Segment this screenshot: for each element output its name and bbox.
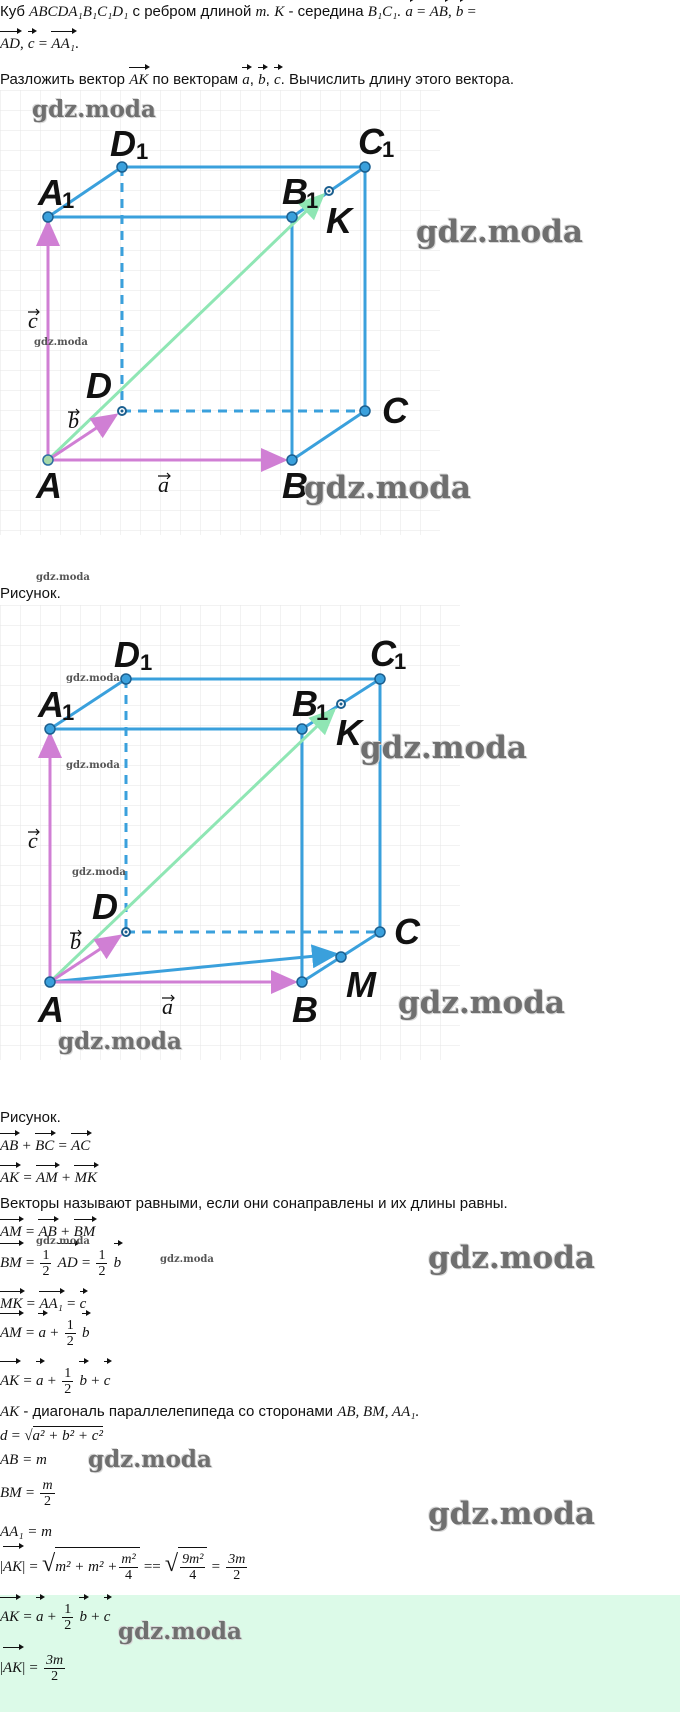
math: , [20,36,24,52]
math: m² + m² + [55,1559,118,1575]
problem-line-2 [0,34,79,54]
numerator: 1 [42,1247,50,1263]
fraction-half [40,1248,51,1279]
vector-a: a [405,4,413,20]
fraction-half [96,1248,107,1279]
fraction-3m-2 [226,1552,247,1583]
vector-ak: AK [0,1364,19,1398]
math: BM [0,1485,22,1501]
watermark: gdz.moda [32,96,156,123]
fraction [180,1552,205,1583]
math: = [38,36,48,52]
vector-ad: AD [58,1246,78,1280]
fraction-3m-2 [44,1653,65,1684]
abs-bar: | [22,1559,26,1575]
vector-ab: AB [38,1224,57,1240]
watermark: gdz.moda [360,730,527,766]
label-a1: A [38,172,64,213]
point-k-center [328,190,331,193]
caption-1: Рисунок. [0,585,61,602]
point-c [375,927,385,937]
equation-4 [0,1246,121,1280]
label-k: K [326,200,352,241]
vector-b: b [79,1364,87,1398]
label-vector-a: a [158,472,169,497]
math: = [29,1660,38,1676]
math: = [11,1428,21,1444]
point-m [336,952,346,962]
watermark: gdz.moda [58,1028,182,1055]
label-d1-sub: 1 [136,139,149,164]
denominator: 2 [44,1493,52,1509]
math: + [47,1373,57,1389]
math: m. [255,4,271,20]
label-c1-sub: 1 [394,649,407,674]
point-c [360,406,370,416]
math: + [47,1609,57,1625]
math: B₁C₁. [367,4,402,20]
math: = [211,1559,221,1575]
text-equal-vectors: Векторы называют равными, если они сонаправлены и их длины равны. [0,1195,508,1212]
vector-c: c [27,36,35,52]
label-a1: A [38,684,64,725]
vector-bm: BM [73,1224,96,1240]
numerator: 3m [46,1652,64,1668]
label-c1: C [358,121,384,162]
watermark: gdz.moda [416,214,583,250]
answer-equation-2 [0,1650,67,1686]
vector-b: b [79,1600,87,1634]
equation-10 [0,1476,57,1510]
vector-mk: MK [0,1296,23,1312]
point-k-center [340,703,343,706]
vector-ak: AK [0,1170,20,1186]
vector-b: b [82,1316,90,1350]
cube-figure-1 [0,90,440,535]
fraction-m-half [40,1478,54,1509]
vector-bc: BC [35,1138,55,1154]
vector-c: c [79,1296,87,1312]
watermark: gdz.moda [428,1496,595,1532]
watermark: gdz.moda [304,470,471,506]
vector-aa1: AA₁ [39,1296,63,1312]
denominator: 2 [98,1263,106,1279]
math: = [23,1609,32,1625]
math: = [23,1373,32,1389]
label-vector-c: c [28,828,38,853]
vector-ak: AK [0,1600,19,1634]
watermark: gdz.moda [428,1240,595,1276]
label-d1: D [114,634,140,675]
watermark: gdz.moda [36,1236,90,1247]
denominator: 4 [125,1567,132,1583]
label-d1-sub: 1 [140,650,153,675]
numerator: m [42,1477,53,1493]
denominator: 4 [189,1567,197,1583]
point-b [297,977,307,987]
problem-line-1 [0,2,476,22]
vector-a: a [36,1364,44,1398]
math: , [447,4,452,20]
watermark: gdz.moda [66,673,120,684]
text: - середина [288,3,364,20]
math: ABCDA₁B₁C₁D₁ [29,4,129,20]
label-d1: D [110,123,136,164]
math: = [67,1296,76,1312]
point-d-center [125,931,128,934]
vector-mk: MK [74,1170,97,1186]
math: = [416,4,426,20]
vector-ak: AK [129,72,149,88]
math: = [81,1255,91,1271]
vector-a: a [242,72,250,88]
text-diagonal [0,1402,419,1422]
watermark: gdz.moda [36,572,90,583]
math: + [50,1325,59,1341]
problem-line-3: Разложить вектор AK по векторам a, b, c. Вычислить длину этого вектора. [0,71,515,88]
fraction-half [62,1366,73,1397]
vector-ak: AK [3,1650,22,1686]
fraction [119,1552,137,1583]
label-m: M [346,964,376,1005]
label-vector-a: a [162,994,173,1019]
denominator: 2 [233,1567,241,1583]
label-a1-sub: 1 [62,700,75,725]
numerator: 1 [66,1317,74,1333]
point-a [45,977,55,987]
numerator: 3m [228,1551,246,1567]
math: + [91,1373,100,1389]
label-vector-c: c [28,308,38,333]
watermark: gdz.moda [72,867,126,878]
math: = [25,1325,35,1341]
denominator: 2 [64,1617,72,1633]
point-b [287,455,297,465]
point-c1 [375,674,385,684]
math: = [25,1485,35,1501]
equation-9: AB = m [0,1452,47,1468]
vector-c: c [273,72,281,88]
text: Куб [0,3,25,20]
abs-bar: | [0,1660,4,1676]
label-a: A [36,465,62,506]
radicand [55,1547,139,1585]
vector-am: AM [0,1224,22,1240]
numerator: 1 [64,1365,72,1381]
denominator: 2 [64,1381,72,1397]
sqrt-sign: √ [42,1551,56,1577]
text: Разложить вектор [0,71,126,88]
fraction-half [62,1602,73,1633]
vector-ab: AB [429,4,448,20]
math: = [29,1559,38,1575]
math: . [74,36,79,52]
label-k: K [336,712,362,753]
answer-equation-1 [0,1600,110,1634]
math: AK [0,1404,20,1420]
math: + [60,1224,70,1240]
label-b1: B [292,683,318,724]
equation-11: AA₁ = m [0,1524,52,1540]
vector-a: a [38,1316,46,1350]
sqrt-sign: √ [24,1428,33,1444]
point-d1 [121,674,131,684]
denominator: 2 [42,1263,50,1279]
math: + [91,1609,100,1625]
math: = [26,1296,36,1312]
watermark: gdz.moda [88,1446,212,1473]
sqrt-sign: √ [164,1551,179,1577]
label-b1: B [282,171,308,212]
label-b1-sub: 1 [316,700,329,725]
math: = [25,1224,35,1240]
abs-bar: | [22,1660,26,1676]
point-c1 [360,162,370,172]
radicand [178,1547,207,1585]
numerator: m² [121,1551,136,1567]
vector-aa1: AA₁ [51,36,75,52]
math: AB, BM, AA₁. [337,1404,420,1420]
equation-6 [0,1316,89,1350]
equation-1 [0,1136,90,1156]
vector-b: b [114,1246,122,1280]
text: по векторам [152,71,239,88]
math: + [22,1138,31,1154]
radicand: a² + b² + c² [32,1428,103,1444]
text: - диагональ параллелепипеда со сторонами [23,1403,334,1420]
point-a1 [45,724,55,734]
vector-bm: BM [0,1246,22,1280]
numerator: 9m² [182,1551,204,1567]
vector-c: c [104,1364,111,1398]
label-vector-b: b [70,929,81,954]
text: . Вычислить длину этого вектора. [280,71,515,88]
watermark: gdz.moda [398,985,565,1021]
label-b: B [292,989,318,1030]
math: d [0,1428,8,1444]
vector-am: AM [0,1316,22,1350]
point-d-center [121,410,124,413]
vector-ab: AB [0,1138,19,1154]
equation-2 [0,1168,97,1188]
equation-7 [0,1364,110,1398]
watermark: gdz.moda [34,337,88,348]
abs-bar: | [0,1559,4,1575]
point-a1 [43,212,53,222]
text: с ребром длиной [132,3,252,20]
denominator: 2 [51,1668,59,1684]
vector-ad: AD [0,36,20,52]
numerator: 1 [98,1247,106,1263]
vector-a: a [36,1600,44,1634]
math: = [467,4,477,20]
label-a1-sub: 1 [62,188,75,213]
math: = [25,1255,35,1271]
label-a: A [38,989,64,1030]
math: = [58,1138,67,1154]
vector-ac: AC [71,1138,91,1154]
label-d: D [86,365,112,406]
label-b: B [282,465,308,506]
math: + [61,1170,71,1186]
denominator: 2 [66,1333,74,1349]
label-c1-sub: 1 [382,137,395,162]
point-b1 [287,212,297,222]
caption-2: Рисунок. [0,1109,61,1126]
equation-8 [0,1426,103,1446]
label-b1-sub: 1 [306,188,319,213]
watermark: gdz.moda [66,760,120,771]
label-c: C [382,390,408,431]
label-d: D [92,886,118,927]
equation-12 [0,1546,249,1585]
vector-c: c [104,1600,111,1634]
label-c1: C [370,633,396,674]
watermark: gdz.moda [118,1618,242,1645]
math: = [23,1170,32,1186]
vector-b: b [455,4,464,20]
vector-ak: AK [3,1549,22,1585]
vector-am: AM [35,1170,58,1186]
label-c: C [394,911,420,952]
math: K [274,4,285,20]
watermark: gdz.moda [160,1254,214,1265]
math: == [143,1559,161,1575]
point-b1 [297,724,307,734]
vector-b: b [258,72,266,88]
point-a [43,455,53,465]
label-vector-b: b [68,408,79,433]
numerator: 1 [64,1601,72,1617]
fraction-half [65,1318,76,1349]
